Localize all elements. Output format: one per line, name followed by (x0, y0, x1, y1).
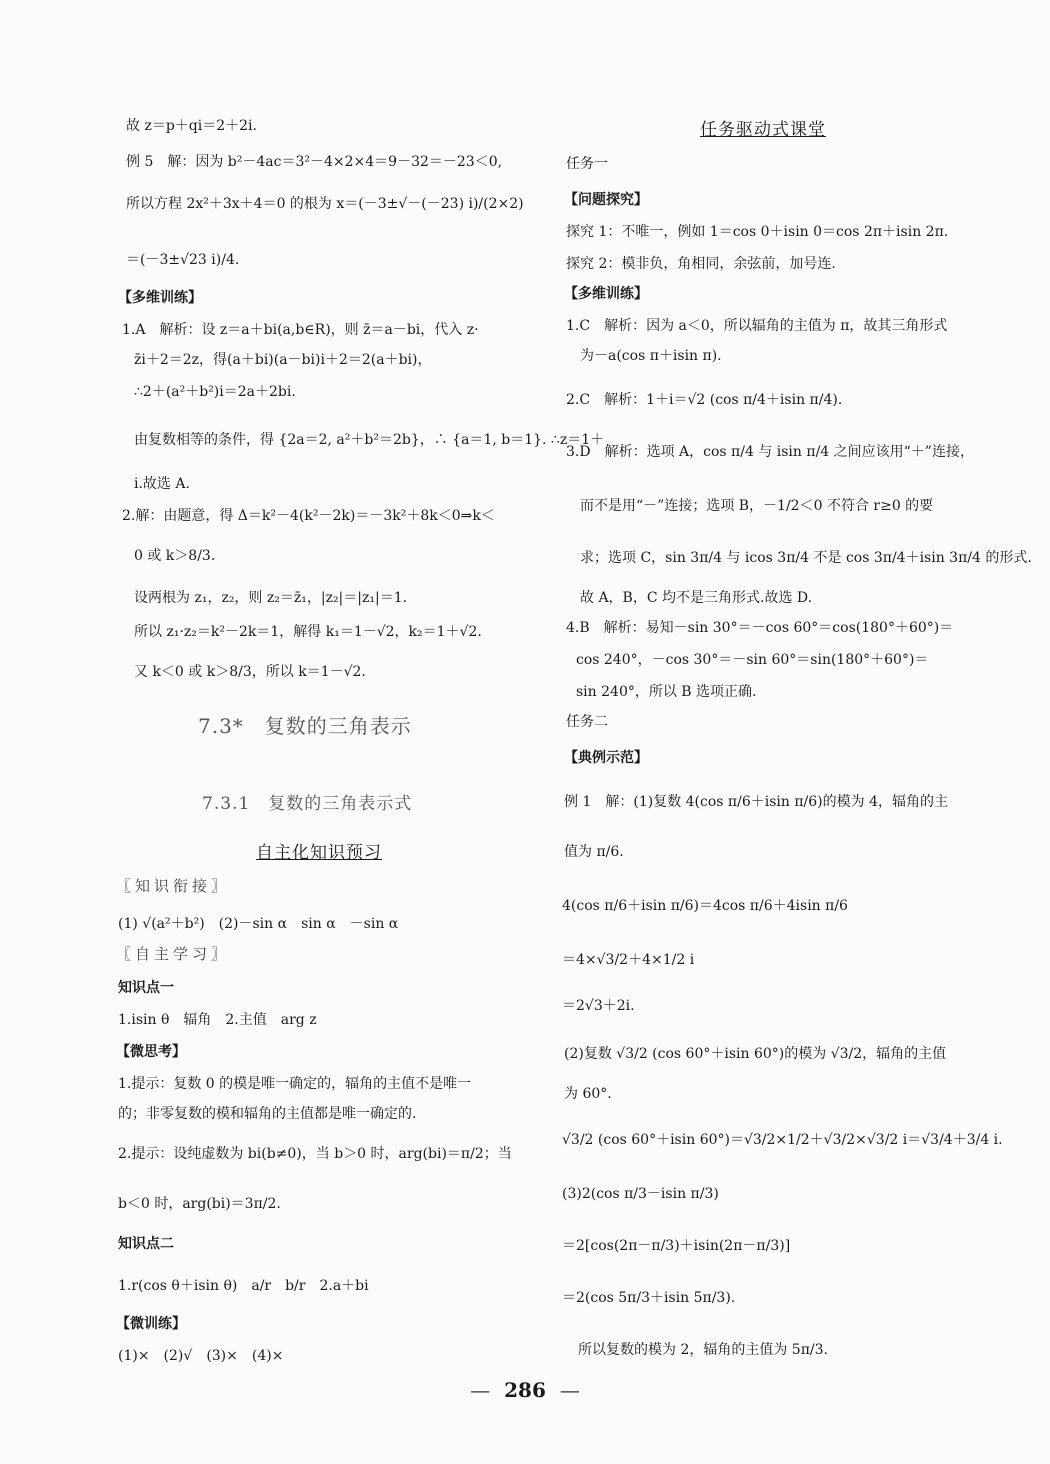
line-gu-z: 故 z＝p＋qi＝2＋2i. (126, 118, 257, 134)
task-2-label: 任务二 (566, 714, 608, 730)
q2-line-c: 设两根为 z₁，z₂，则 z₂＝z̄₁，|z₂|＝|z₁|＝1. (134, 590, 408, 606)
wei-xunlian-heading: 【微训练】 (116, 1316, 186, 1332)
wei-sikao-heading: 【微思考】 (116, 1044, 186, 1060)
xianjie-answers: (1) √(a²＋b²) (2)－sin α sin α －sin α (118, 916, 399, 932)
zhishi-xianjie-heading: 〖知识衔接〗 (116, 877, 231, 895)
zhishidian-1: 知识点一 (118, 980, 174, 996)
section-7-3-1-title: 7.3.1 复数的三角表示式 (202, 794, 413, 814)
example-3-conclusion: 所以复数的模为 2，辐角的主值为 5π/3. (578, 1342, 828, 1358)
example-2-line-a: (2)复数 √3/2 (cos 60°＋isin 60°)的模为 √3/2，辐角的主值 (564, 1046, 947, 1062)
wei-sikao-2b: b＜0 时，arg(bi)＝3π/2. (118, 1196, 281, 1212)
example-1-line-b: 值为 π/6. (564, 844, 624, 860)
wei-sikao-2a: 2.提示：设纯虚数为 bi(b≠0)，当 b＞0 时，arg(bi)＝π/2；当 (118, 1146, 512, 1162)
r3-line-d: 故 A，B，C 均不是三角形式.故选 D. (580, 590, 813, 606)
example-1-line-d: ＝4×√3/2＋4×1/2 i (562, 952, 695, 968)
page-number-footer (0, 1378, 1050, 1402)
r4-line-a: 4.B 解析：易知－sin 30°＝－cos 60°＝cos(180°＋60°)＝ (566, 620, 954, 636)
r3-line-a: 3.D 解析：选项 A，cos π/4 与 isin π/4 之间应该用“＋”连接， (566, 444, 974, 460)
r4-line-c: sin 240°，所以 B 选项正确. (576, 684, 757, 700)
q1-line-a: 1.A 解析：设 z＝a＋bi(a,b∈R)，则 z̄＝a－bi，代入 z· (122, 322, 479, 338)
example-1-line-c: 4(cos π/6＋isin π/6)＝4cos π/6＋4isin π/6 (562, 898, 848, 914)
wei-sikao-1b: 的；非零复数的模和辐角的主值都是唯一确定的. (118, 1106, 417, 1122)
wenti-tanjiu-heading: 【问题探究】 (564, 192, 648, 208)
example-5-line: 例 5 解：因为 b²－4ac＝3²－4×2×4＝9－32＝－23＜0, (126, 154, 503, 170)
example-1-line-e: ＝2√3＋2i. (562, 998, 635, 1014)
footer-dash-left: — (470, 1378, 491, 1402)
task-1-label: 任务一 (566, 156, 608, 172)
r2-line: 2.C 解析：1＋i＝√2 (cos π/4＋isin π/4). (566, 392, 843, 408)
zhishidian-1-answers: 1.isin θ 辐角 2.主值 arg z (118, 1012, 317, 1028)
section-7-3-title: 7.3* 复数的三角表示 (198, 714, 412, 738)
r4-line-b: cos 240°，－cos 30°＝－sin 60°＝sin(180°＋60°)＝ (576, 652, 929, 668)
q2-line-a: 2.解：由题意，得 Δ＝k²－4(k²－2k)＝－3k²＋8k＜0⇒k＜ (122, 508, 495, 524)
example-2-line-c: √3/2 (cos 60°＋isin 60°)＝√3/2×1/2＋√3/2×√3/2 i＝√3/4＋3/4 i. (562, 1132, 1003, 1148)
example-3-line-a: (3)2(cos π/3－isin π/3) (562, 1186, 719, 1202)
q1-line-c: ∴2＋(a²＋b²)i＝2a＋2bi. (134, 384, 296, 400)
q2-line-b: 0 或 k＞8/3. (134, 548, 216, 564)
r3-line-c: 求；选项 C，sin 3π/4 与 icos 3π/4 不是 cos 3π/4＋isin 3π/4 的形式. (580, 550, 1032, 566)
r1-line-b: 为－a(cos π＋isin π). (580, 348, 722, 364)
zhishidian-2: 知识点二 (118, 1236, 174, 1252)
q1-line-b: z̄i＋2＝2z，得(a＋bi)(a－bi)i＋2＝2(a＋bi)， (134, 352, 432, 368)
dianli-shifan-heading: 【典例示范】 (564, 750, 648, 766)
zizhu-xuexi-heading: 〖自主学习〗 (116, 945, 231, 963)
tanjiu-2: 探究 2：模非负，角相同，余弦前，加号连. (566, 256, 836, 272)
root-result-line: ＝(－3±√23 i)/4. (126, 252, 240, 268)
root-formula-line: 所以方程 2x²＋3x＋4＝0 的根为 x＝(－3±√－(－23) i)/(2×2) (126, 196, 524, 212)
example-3-line-b: ＝2[cos(2π－π/3)＋isin(2π－π/3)] (562, 1238, 791, 1254)
q2-line-e: 又 k＜0 或 k＞8/3，所以 k＝1－√2. (134, 664, 366, 680)
footer-dash-right: — (559, 1378, 580, 1402)
example-3-line-c: ＝2(cos 5π/3＋isin 5π/3). (562, 1290, 736, 1306)
page-number: 286 (504, 1378, 546, 1402)
wei-xunlian-answers: (1)× (2)√ (3)× (4)× (118, 1348, 284, 1364)
r1-line-a: 1.C 解析：因为 a＜0，所以辐角的主值为 π，故其三角形式 (566, 318, 948, 334)
wei-sikao-1a: 1.提示：复数 0 的模是唯一确定的，辐角的主值不是唯一 (118, 1076, 472, 1092)
zizhu-preview-title: 自主化知识预习 (256, 843, 382, 863)
q1-line-d: 由复数相等的条件，得 {2a＝2, a²＋b²＝2b}，∴ {a＝1, b＝1}. ∴z＝1＋ (134, 432, 605, 448)
example-1-line-a: 例 1 解：(1)复数 4(cos π/6＋isin π/6)的模为 4，辐角的主 (564, 794, 948, 810)
duowei-xunlian-heading-right: 【多维训练】 (564, 286, 648, 302)
zhishidian-2-answers: 1.r(cos θ＋isin θ) a/r b/r 2.a＋bi (118, 1278, 369, 1294)
task-driven-title: 任务驱动式课堂 (700, 120, 826, 140)
example-2-line-b: 为 60°. (564, 1086, 612, 1102)
tanjiu-1: 探究 1：不唯一，例如 1＝cos 0＋isin 0＝cos 2π＋isin 2π. (566, 224, 949, 240)
section-duowei-xunlian: 【多维训练】 (118, 290, 202, 306)
q2-line-d: 所以 z₁·z₂＝k²－2k＝1，解得 k₁＝1－√2，k₂＝1＋√2. (134, 624, 482, 640)
r3-line-b: 而不是用“－”连接；选项 B，－1/2＜0 不符合 r≥0 的要 (580, 498, 934, 514)
q1-line-e: i.故选 A. (134, 476, 190, 492)
